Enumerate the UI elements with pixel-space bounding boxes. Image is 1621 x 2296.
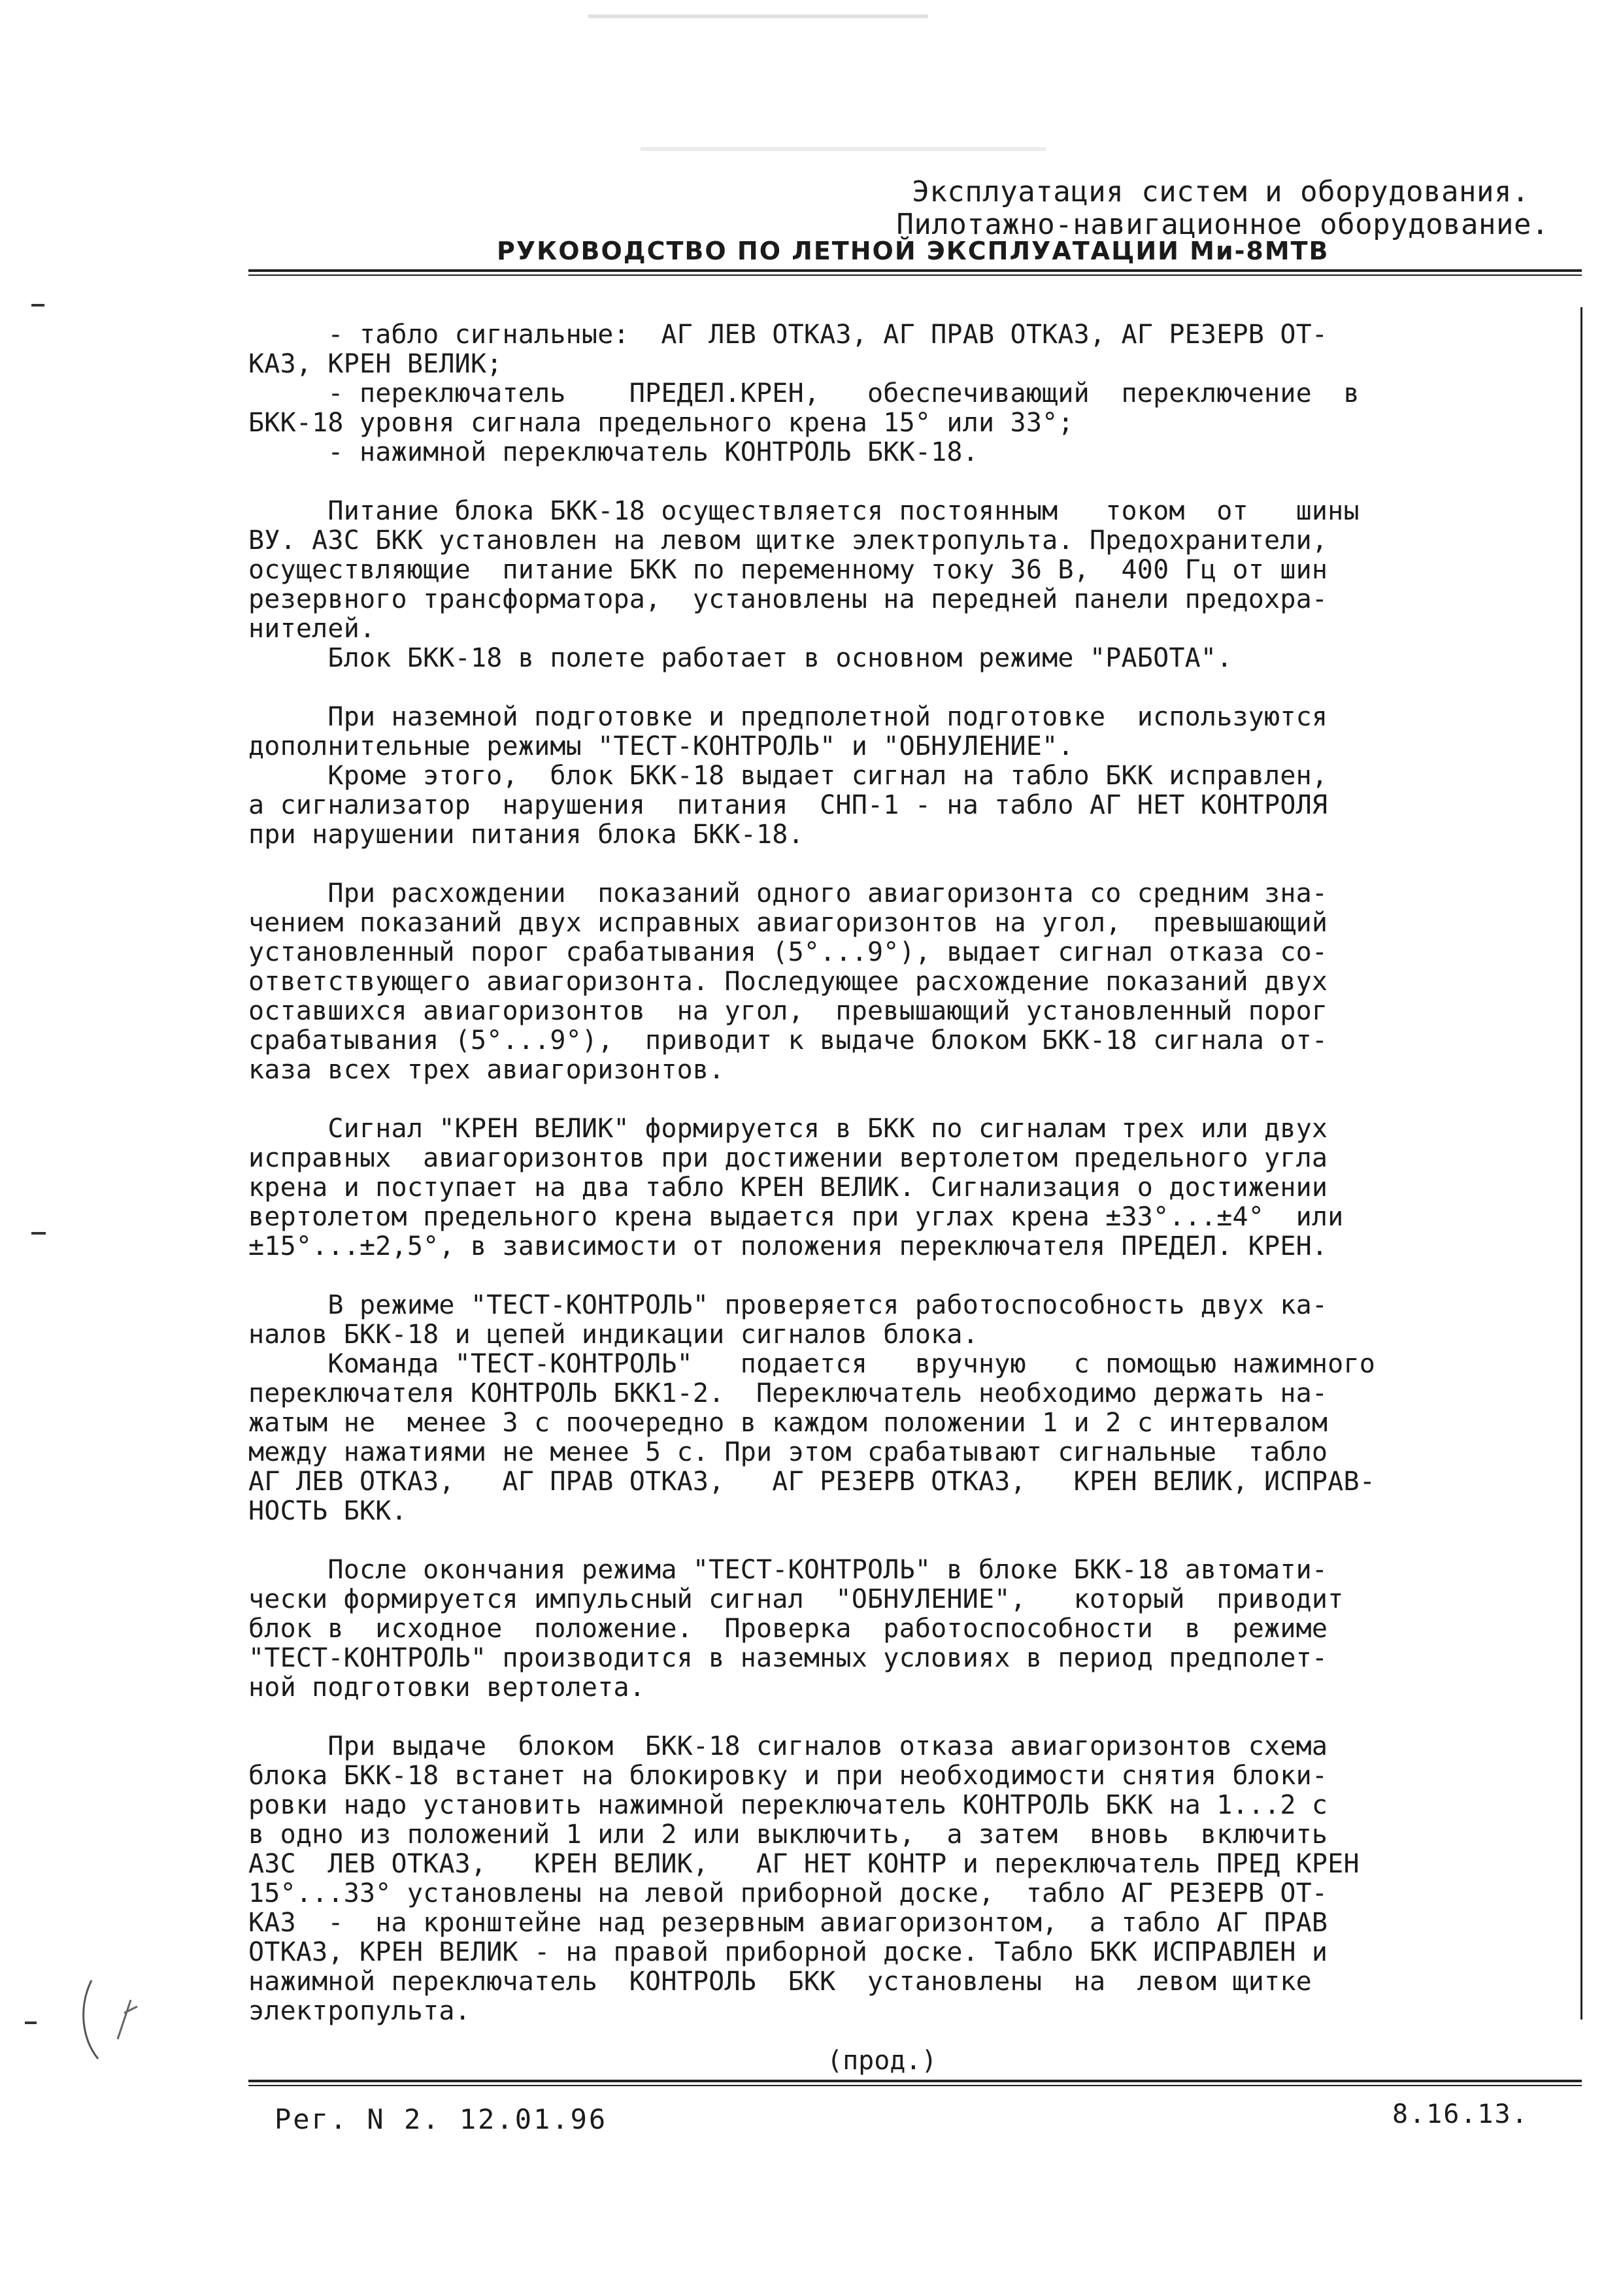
revision-margin-bar [1580, 307, 1582, 2020]
manual-title: РУКОВОДСТВО ПО ЛЕТНОЙ ЭКСПЛУАТАЦИИ Ми-8МТВ [497, 237, 1329, 265]
text-line: Сигнал "КРЕН ВЕЛИК" формируется в БКК по сигналам трех или двух [248, 1114, 1328, 1144]
text-line: исправных авиагоризонтов при достижении вертолетом предельного угла [248, 1143, 1328, 1173]
text-line: - табло сигнальные: АГ ЛЕВ ОТКАЗ, АГ ПРАВ ОТКАЗ, АГ РЕЗЕРВ ОТ- [248, 320, 1328, 350]
text-line: - переключатель ПРЕДЕЛ.КРЕН, обеспечивающий переключение в [248, 378, 1360, 408]
blank-line [248, 1261, 1572, 1291]
text-line: чески формируется импульсный сигнал "ОБНУЛЕНИЕ", который приводит [248, 1584, 1344, 1614]
text-line: Команда "ТЕСТ-КОНТРОЛЬ" подается вручную с помощью нажимного [248, 1349, 1376, 1379]
text-line: ровки надо установить нажимной переключатель КОНТРОЛЬ БКК на 1...2 с [248, 1790, 1328, 1820]
text-line: - нажимной переключатель КОНТРОЛЬ БКК-18. [248, 437, 978, 467]
footer-rule [248, 2080, 1582, 2082]
registration-number: Рег. N 2. 12.01.96 [275, 2103, 608, 2135]
blank-line [248, 673, 1572, 703]
blank-line [248, 1085, 1572, 1114]
text-line: срабатывания (5°...9°), приводит к выдаче блоком БКК-18 сигнала от- [248, 1025, 1328, 1056]
text-line: АГ ЛЕВ ОТКАЗ, АГ ПРАВ ОТКАЗ, АГ РЕЗЕРВ ОТКАЗ, КРЕН ВЕЛИК, ИСПРАВ- [248, 1467, 1376, 1497]
text-line: жатым не менее 3 с поочередно в каждом положении 1 и 2 с интервалом [248, 1408, 1328, 1438]
text-line: между нажатиями не менее 5 с. При этом срабатывают сигнальные табло [248, 1437, 1328, 1467]
text-line: резервного трансформатора, установлены на передней панели предохра- [248, 584, 1328, 614]
blank-line [248, 1703, 1572, 1732]
footer-rule-thin [248, 2085, 1582, 2086]
text-line: 15°...33° установлены на левой приборной доске, табло АГ РЕЗЕРВ ОТ- [248, 1878, 1328, 1908]
text-line: электропульта. [248, 1996, 471, 2026]
page-number: 8.16.13. [1392, 2099, 1529, 2129]
text-line: в одно из положений 1 или 2 или выключить, а затем вновь включить [248, 1820, 1328, 1850]
text-line: блока БКК-18 встанет на блокировку и при необходимости снятия блоки- [248, 1761, 1328, 1791]
text-line: крена и поступает на два табло КРЕН ВЕЛИК. Сигнализация о достижении [248, 1173, 1328, 1203]
text-line: дополнительные режимы "ТЕСТ-КОНТРОЛЬ" и "ОБНУЛЕНИЕ". [248, 731, 1074, 761]
text-line: КАЗ - на кронштейне над резервным авиагоризонтом, а табло АГ ПРАВ [248, 1908, 1328, 1938]
text-line: Кроме этого, блок БКК-18 выдает сигнал на табло БКК исправлен, [248, 761, 1328, 791]
margin-tick [25, 2021, 37, 2024]
text-line: ответствующего авиагоризонта. Последующее расхождение показаний двух [248, 967, 1328, 997]
text-line: налов БКК-18 и цепей индикации сигналов блока. [248, 1320, 978, 1350]
blank-line [248, 467, 1572, 497]
header-subsection-title: Пилотажно-навигационное оборудование. [896, 208, 1549, 241]
text-line: нителей. [248, 614, 376, 644]
header-rule [248, 269, 1582, 272]
blank-line [248, 1526, 1572, 1556]
text-line: ВУ. АЗС БКК установлен на левом щитке электропульта. Предохранители, [248, 525, 1328, 556]
margin-tick [31, 1232, 46, 1235]
text-line: Блок БКК-18 в полете работает в основном режиме "РАБОТА". [248, 643, 1233, 673]
text-line: ной подготовки вертолета. [248, 1672, 646, 1703]
text-line: ОТКАЗ, КРЕН ВЕЛИК - на правой приборной доске. Табло БКК ИСПРАВЛЕН и [248, 1937, 1328, 1967]
continuation-note: (прод.) [827, 2046, 937, 2076]
margin-tick [31, 304, 44, 307]
text-line: НОСТЬ БКК. [248, 1496, 407, 1526]
text-line: блок в исходное положение. Проверка работоспособности в режиме [248, 1614, 1328, 1644]
document-body [248, 320, 1572, 2026]
text-line: При наземной подготовке и предполетной подготовке используются [248, 702, 1328, 732]
blank-line [248, 850, 1572, 879]
text-line: а сигнализатор нарушения питания СНП-1 - на табло АГ НЕТ КОНТРОЛЯ [248, 790, 1328, 820]
text-line: Питание блока БКК-18 осуществляется постоянным током от шины [248, 496, 1360, 526]
text-line: АЗС ЛЕВ ОТКАЗ, КРЕН ВЕЛИК, АГ НЕТ КОНТР и переключатель ПРЕД КРЕН [248, 1849, 1360, 1879]
text-line: осуществляющие питание БКК по переменному току 36 В, 400 Гц от шин [248, 555, 1328, 585]
text-line: вертолетом предельного крена выдается при углах крена ±33°...±4° или [248, 1202, 1344, 1232]
header-section-title: Эксплуатация систем и оборудования. [912, 175, 1529, 208]
text-line: "ТЕСТ-КОНТРОЛЬ" производится в наземных условиях в период предполет- [248, 1643, 1328, 1673]
text-line: При расхождении показаний одного авиагоризонта со средним зна- [248, 878, 1328, 908]
pen-mark-icon [72, 1967, 163, 2072]
text-line: установленный порог срабатывания (5°...9°), выдает сигнал отказа со- [248, 937, 1328, 967]
text-line: чением показаний двух исправных авиагоризонтов на угол, превышающий [248, 908, 1328, 938]
header-rule-thin [248, 275, 1582, 276]
scan-artifact-mid [641, 147, 1046, 151]
text-line: переключателя КОНТРОЛЬ БКК1-2. Переключатель необходимо держать на- [248, 1378, 1328, 1408]
text-line: БКК-18 уровня сигнала предельного крена 15° или 33°; [248, 408, 1074, 438]
text-line: нажимной переключатель КОНТРОЛЬ БКК установлены на левом щитке [248, 1967, 1312, 1997]
text-line: каза всех трех авиагоризонтов. [248, 1055, 725, 1085]
text-line: при нарушении питания блока БКК-18. [248, 820, 804, 850]
text-line: В режиме "ТЕСТ-КОНТРОЛЬ" проверяется работоспособность двух ка- [248, 1290, 1328, 1320]
text-line: оставшихся авиагоризонтов на угол, превышающий установленный порог [248, 996, 1328, 1026]
text-line: КАЗ, КРЕН ВЕЛИК; [248, 349, 503, 379]
scan-artifact-top [588, 14, 928, 18]
text-line: После окончания режима "ТЕСТ-КОНТРОЛЬ" в блоке БКК-18 автомати- [248, 1555, 1328, 1585]
text-line: При выдаче блоком БКК-18 сигналов отказа авиагоризонтов схема [248, 1731, 1328, 1761]
text-line: ±15°...±2,5°, в зависимости от положения переключателя ПРЕДЕЛ. КРЕН. [248, 1231, 1328, 1261]
